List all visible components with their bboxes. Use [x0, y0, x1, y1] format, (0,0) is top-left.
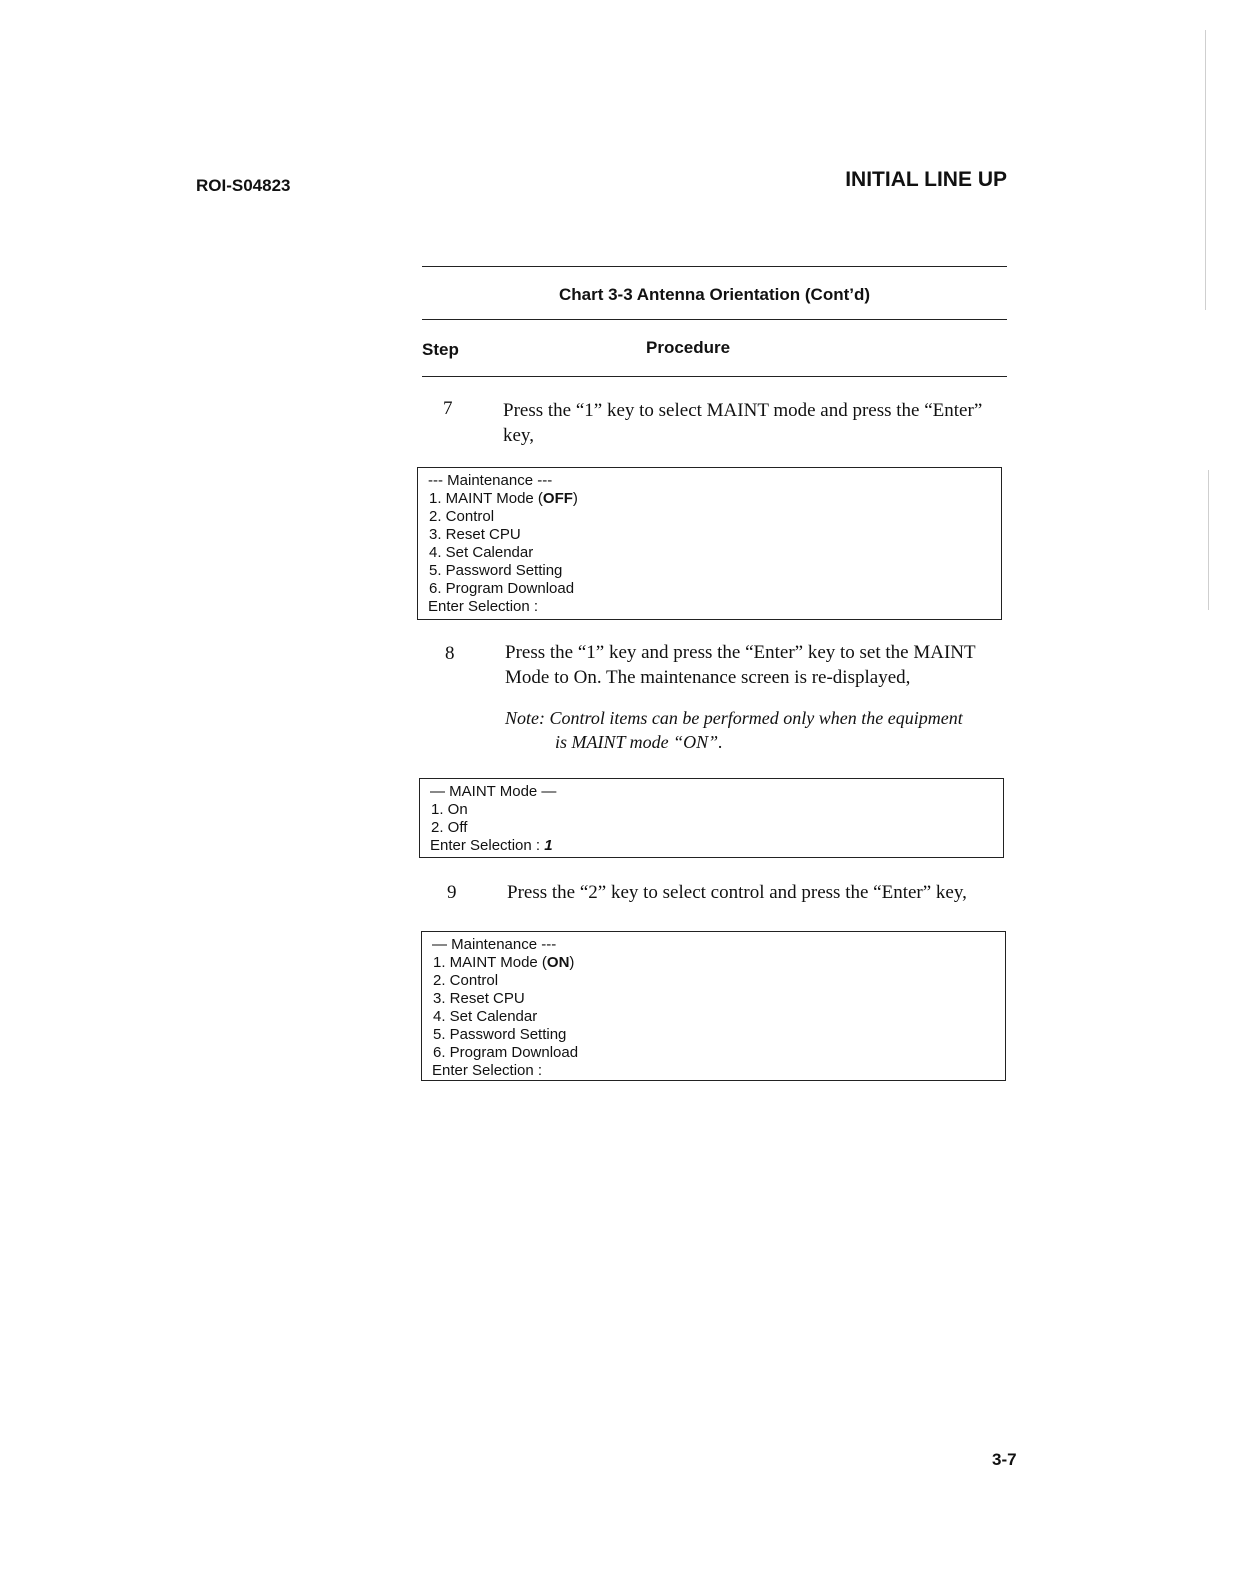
menu-item: 3. Reset CPU — [429, 526, 521, 543]
menu-item: 1. On — [431, 801, 468, 818]
header-rule — [422, 376, 1007, 377]
document-id: ROI-S04823 — [196, 176, 291, 195]
maintenance-screen-off — [417, 467, 1002, 620]
column-header-procedure: Procedure — [646, 338, 731, 357]
scan-margin-mark — [1208, 470, 1209, 610]
selection-prompt: Enter Selection : 1 — [430, 837, 553, 854]
menu-item: 4. Set Calendar — [429, 544, 534, 561]
step-text: Press the “1” key and press the “Enter” key to set the MAINT Mode to On. The maintenance screen is re-displayed, — [505, 642, 976, 688]
step-number: 9 — [447, 882, 457, 903]
screen-title: — MAINT Mode — — [430, 783, 557, 800]
menu-item: 5. Password Setting — [429, 562, 563, 579]
maint-mode-screen — [419, 778, 1004, 858]
screen-title: --- Maintenance --- — [428, 472, 553, 489]
note-line: is MAINT mode “ON”. — [555, 732, 723, 752]
step-text: Press the “2” key to select control and press the “Enter” key, — [507, 882, 967, 903]
column-header-step: Step — [422, 340, 459, 359]
maint-mode-state: OFF — [542, 490, 573, 507]
menu-item: 3. Reset CPU — [433, 990, 525, 1007]
menu-item: 2. Control — [429, 508, 495, 525]
maint-mode-state: ON — [546, 954, 570, 971]
menu-item-maint-mode: 1. MAINT Mode (ON) — [433, 954, 575, 971]
step-number: 8 — [445, 643, 455, 664]
menu-item: 5. Password Setting — [433, 1026, 567, 1043]
selection-prompt: Enter Selection : — [428, 598, 539, 615]
menu-item-maint-mode: 1. MAINT Mode (OFF) — [429, 490, 578, 507]
chart-title: Chart 3-3 Antenna Orientation (Cont’d) — [558, 285, 871, 304]
section-title: INITIAL LINE UP — [845, 168, 1007, 191]
page-number: 3-7 — [992, 1450, 1017, 1469]
note-line: Note: Control items can be performed only when the equipment — [505, 708, 963, 728]
menu-item: 6. Program Download — [429, 580, 575, 597]
step-number: 7 — [443, 398, 453, 419]
selection-prompt: Enter Selection : — [432, 1062, 543, 1079]
menu-item: 2. Control — [433, 972, 499, 989]
maintenance-screen-on — [421, 931, 1006, 1081]
menu-item: 2. Off — [431, 819, 468, 836]
top-rule — [422, 266, 1007, 267]
menu-item: 6. Program Download — [433, 1044, 579, 1061]
title-rule — [422, 319, 1007, 320]
note — [505, 706, 1015, 754]
menu-item: 4. Set Calendar — [433, 1008, 538, 1025]
scan-margin-mark — [1205, 30, 1206, 310]
step-text: Press the “1” key to select MAINT mode and press the “Enter” key, — [503, 400, 983, 446]
selection-input: 1 — [544, 837, 553, 854]
screen-title: — Maintenance --- — [432, 936, 557, 953]
